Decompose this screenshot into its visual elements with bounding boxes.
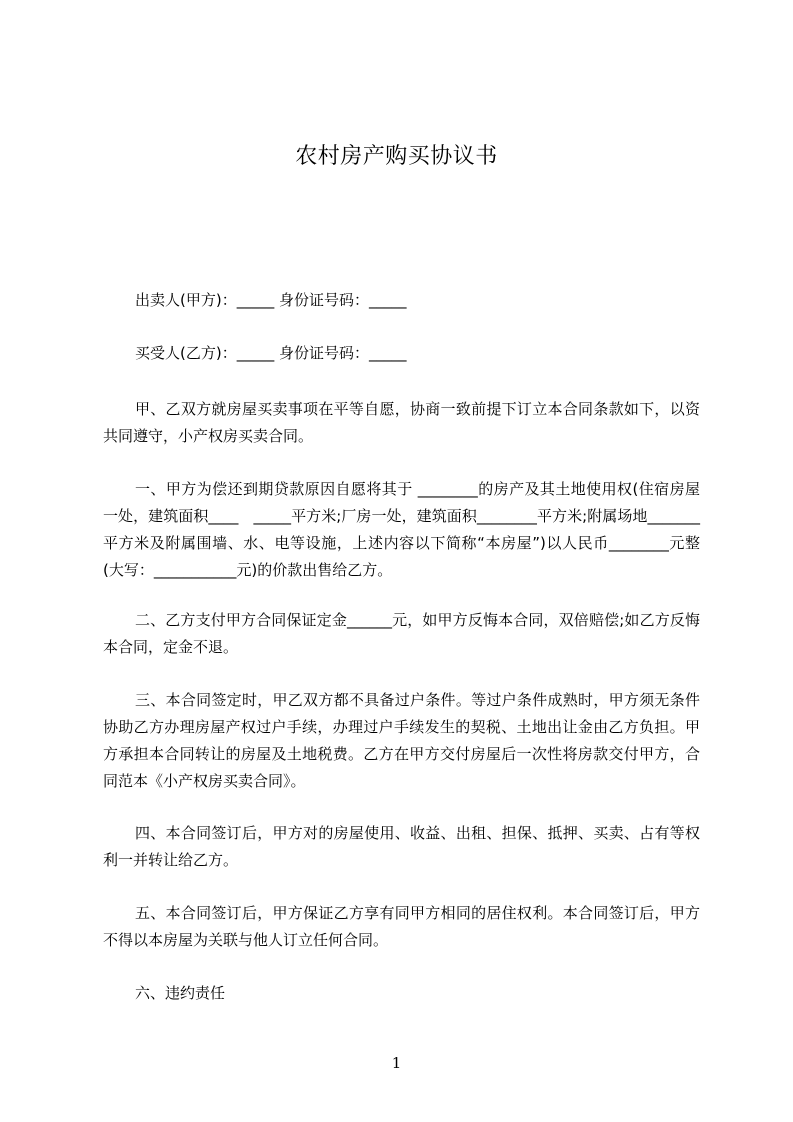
- page-number: 1: [391, 1054, 402, 1072]
- clause-4-paragraph: 四、本合同签订后，甲方对的房屋使用、收益、出租、担保、抵押、买卖、占有等权利一并转让给乙方。: [103, 824, 700, 869]
- buyer-line: 买受人(乙方)：_____ 身份证号码：_____: [135, 344, 407, 362]
- intro-paragraph: 甲、乙双方就房屋买卖事项在平等自愿，协商一致前提下订立本合同条款如下，以资共同遵守，小产权房买卖合同。: [103, 400, 700, 445]
- clause-2-paragraph: 二、乙方支付甲方合同保证定金______元，如甲方反悔本合同，双倍赔偿;如乙方反悔本合同，定金不退。: [103, 611, 700, 656]
- clause-5-paragraph: 五、本合同签订后，甲方保证乙方享有同甲方相同的居住权利。本合同签订后，甲方不得以本房屋为关联与他人订立任何合同。: [103, 904, 700, 949]
- clause-3-paragraph: 三、本合同签定时，甲乙双方都不具备过户条件。等过户条件成熟时，甲方须无条件协助乙方办理房屋产权过户手续，办理过户手续发生的契税、土地出让金由乙方负担。甲方承担本合同转让的房屋及土地税费。乙方在甲方交付房屋后一次性将房款交付甲方，合同范本《小产权房买卖合同》。: [103, 691, 700, 790]
- seller-line: 出卖人(甲方)：_____ 身份证号码：_____: [135, 291, 407, 309]
- document-title: 农村房产购买协议书: [295, 144, 498, 169]
- clause-1-paragraph: 一、甲方为偿还到期贷款原因自愿将其于 ________的房产及其土地使用权(住宿房屋一处，建筑面积____ _____平方米;厂房一处，建筑面积________平方米;附属场地_______平方米及附属围墙、水、电等设施，上述内容以下简称“本房屋”)以人民币________元整(大写：___________元)的价款出售给乙方。: [103, 480, 700, 579]
- clause-6-heading: 六、违约责任: [135, 984, 226, 1002]
